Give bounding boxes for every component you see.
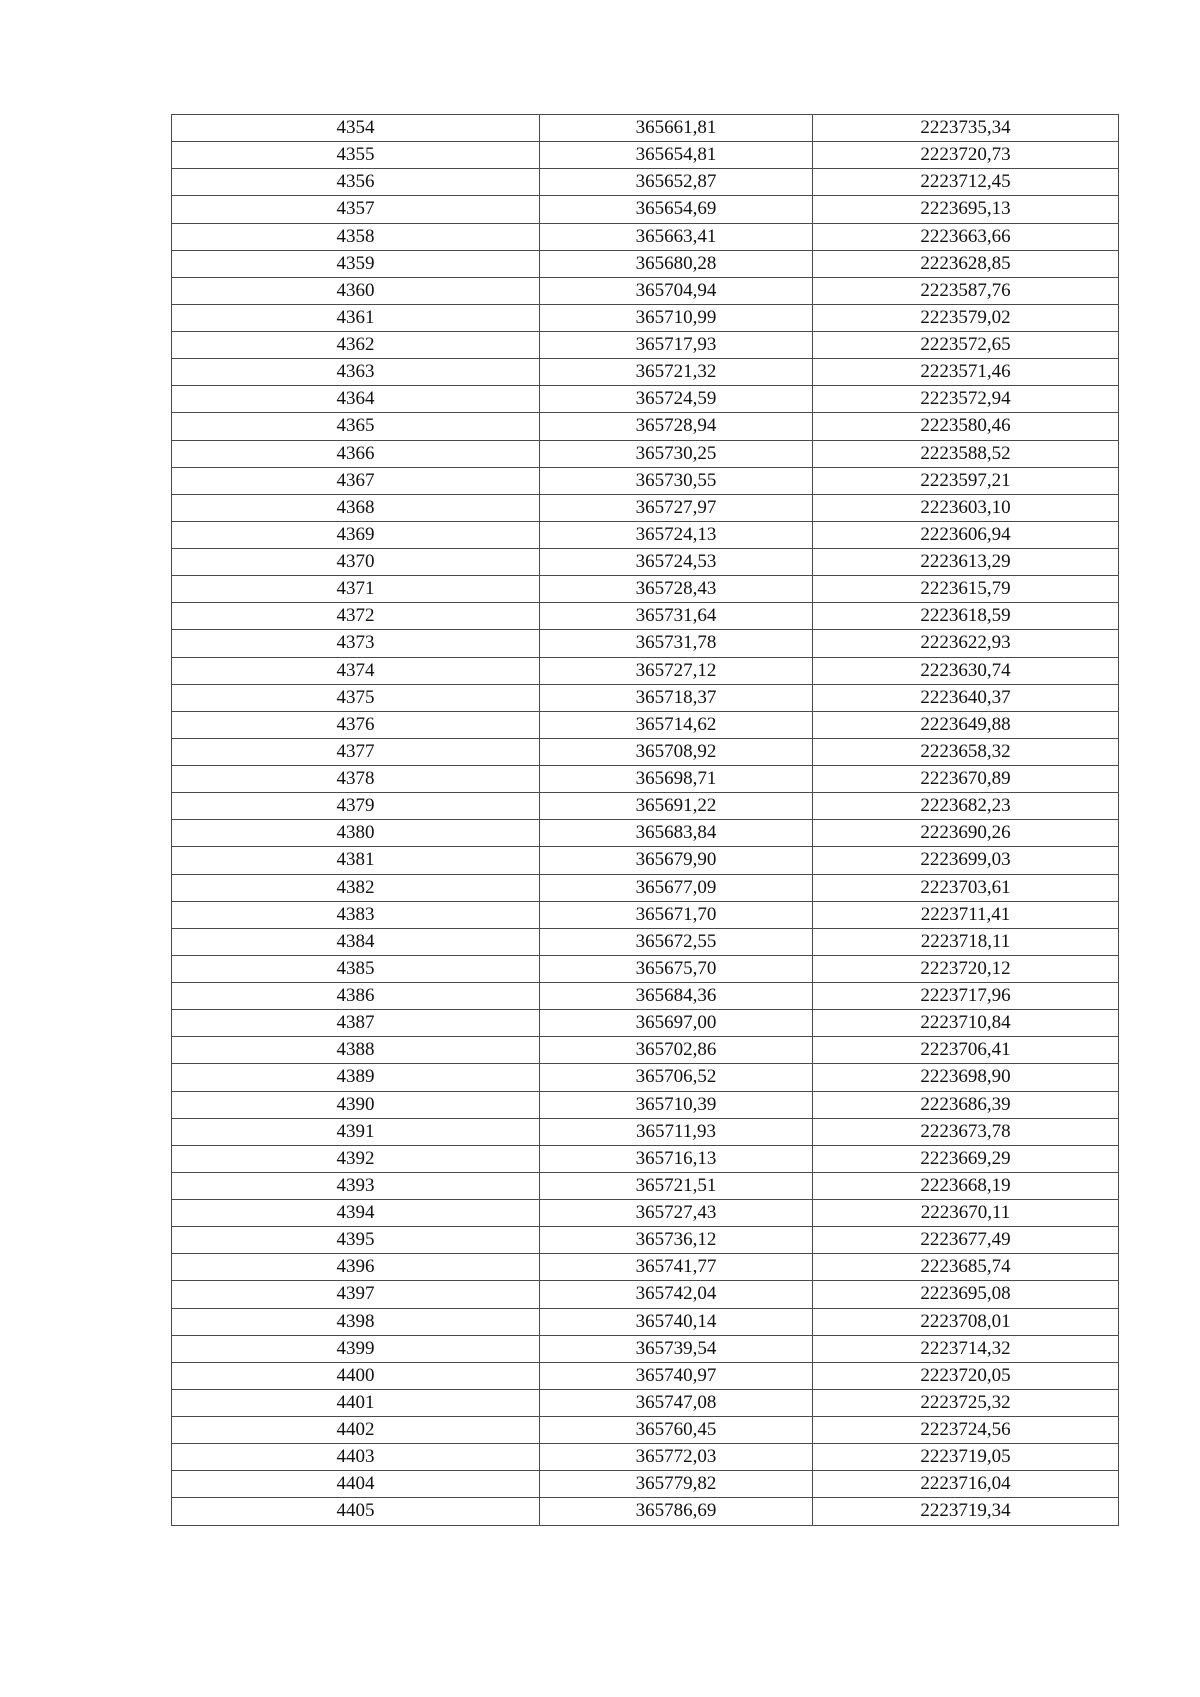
y-coordinate-cell: 2223719,05	[813, 1444, 1119, 1471]
table-row	[172, 386, 1119, 413]
point-number-cell: 4384	[172, 928, 540, 955]
point-number-cell: 4361	[172, 304, 540, 331]
point-number-cell: 4377	[172, 738, 540, 765]
y-coordinate-cell: 2223670,89	[813, 766, 1119, 793]
table-row	[172, 820, 1119, 847]
point-number-cell: 4358	[172, 223, 540, 250]
x-coordinate-cell: 365736,12	[540, 1227, 813, 1254]
point-number-cell: 4393	[172, 1172, 540, 1199]
y-coordinate-cell: 2223690,26	[813, 820, 1119, 847]
x-coordinate-cell: 365721,51	[540, 1172, 813, 1199]
y-coordinate-cell: 2223708,01	[813, 1308, 1119, 1335]
point-number-cell: 4373	[172, 630, 540, 657]
y-coordinate-cell: 2223699,03	[813, 847, 1119, 874]
y-coordinate-cell: 2223716,04	[813, 1471, 1119, 1498]
point-number-cell: 4374	[172, 657, 540, 684]
point-number-cell: 4359	[172, 250, 540, 277]
table-row	[172, 413, 1119, 440]
point-number-cell: 4354	[172, 115, 540, 142]
point-number-cell: 4378	[172, 766, 540, 793]
x-coordinate-cell: 365711,93	[540, 1118, 813, 1145]
x-coordinate-cell: 365710,99	[540, 304, 813, 331]
y-coordinate-cell: 2223658,32	[813, 738, 1119, 765]
x-coordinate-cell: 365675,70	[540, 955, 813, 982]
y-coordinate-cell: 2223719,34	[813, 1498, 1119, 1525]
x-coordinate-cell: 365728,43	[540, 576, 813, 603]
point-number-cell: 4357	[172, 196, 540, 223]
table-row	[172, 793, 1119, 820]
point-number-cell: 4355	[172, 142, 540, 169]
x-coordinate-cell: 365717,93	[540, 332, 813, 359]
y-coordinate-cell: 2223724,56	[813, 1417, 1119, 1444]
x-coordinate-cell: 365672,55	[540, 928, 813, 955]
x-coordinate-cell: 365680,28	[540, 250, 813, 277]
x-coordinate-cell: 365741,77	[540, 1254, 813, 1281]
point-number-cell: 4399	[172, 1335, 540, 1362]
table-row	[172, 169, 1119, 196]
point-number-cell: 4379	[172, 793, 540, 820]
y-coordinate-cell: 2223682,23	[813, 793, 1119, 820]
table-row	[172, 521, 1119, 548]
point-number-cell: 4398	[172, 1308, 540, 1335]
table-row	[172, 1281, 1119, 1308]
point-number-cell: 4396	[172, 1254, 540, 1281]
x-coordinate-cell: 365739,54	[540, 1335, 813, 1362]
point-number-cell: 4382	[172, 874, 540, 901]
table-row	[172, 1200, 1119, 1227]
table-row	[172, 142, 1119, 169]
y-coordinate-cell: 2223663,66	[813, 223, 1119, 250]
y-coordinate-cell: 2223710,84	[813, 1010, 1119, 1037]
x-coordinate-cell: 365724,53	[540, 549, 813, 576]
table-row	[172, 223, 1119, 250]
point-number-cell: 4383	[172, 901, 540, 928]
table-row	[172, 1145, 1119, 1172]
x-coordinate-cell: 365728,94	[540, 413, 813, 440]
x-coordinate-cell: 365698,71	[540, 766, 813, 793]
x-coordinate-cell: 365671,70	[540, 901, 813, 928]
table-row	[172, 1335, 1119, 1362]
point-number-cell: 4391	[172, 1118, 540, 1145]
table-row	[172, 1227, 1119, 1254]
table-row	[172, 494, 1119, 521]
point-number-cell: 4404	[172, 1471, 540, 1498]
point-number-cell: 4401	[172, 1389, 540, 1416]
table-row	[172, 630, 1119, 657]
y-coordinate-cell: 2223669,29	[813, 1145, 1119, 1172]
y-coordinate-cell: 2223571,46	[813, 359, 1119, 386]
table-row	[172, 332, 1119, 359]
table-row	[172, 603, 1119, 630]
point-number-cell: 4370	[172, 549, 540, 576]
y-coordinate-cell: 2223717,96	[813, 983, 1119, 1010]
x-coordinate-cell: 365652,87	[540, 169, 813, 196]
x-coordinate-cell: 365731,78	[540, 630, 813, 657]
point-number-cell: 4367	[172, 467, 540, 494]
y-coordinate-cell: 2223670,11	[813, 1200, 1119, 1227]
y-coordinate-cell: 2223640,37	[813, 684, 1119, 711]
point-number-cell: 4405	[172, 1498, 540, 1525]
x-coordinate-cell: 365721,32	[540, 359, 813, 386]
y-coordinate-cell: 2223572,94	[813, 386, 1119, 413]
x-coordinate-cell: 365697,00	[540, 1010, 813, 1037]
table-row	[172, 983, 1119, 1010]
x-coordinate-cell: 365730,55	[540, 467, 813, 494]
y-coordinate-cell: 2223580,46	[813, 413, 1119, 440]
table-row	[172, 684, 1119, 711]
table-row	[172, 738, 1119, 765]
table-row	[172, 250, 1119, 277]
table-row	[172, 196, 1119, 223]
y-coordinate-cell: 2223714,32	[813, 1335, 1119, 1362]
point-number-cell: 4403	[172, 1444, 540, 1471]
x-coordinate-cell: 365654,69	[540, 196, 813, 223]
y-coordinate-cell: 2223735,34	[813, 115, 1119, 142]
point-number-cell: 4375	[172, 684, 540, 711]
point-number-cell: 4363	[172, 359, 540, 386]
x-coordinate-cell: 365779,82	[540, 1471, 813, 1498]
y-coordinate-cell: 2223588,52	[813, 440, 1119, 467]
point-number-cell: 4381	[172, 847, 540, 874]
table-row	[172, 766, 1119, 793]
x-coordinate-cell: 365654,81	[540, 142, 813, 169]
x-coordinate-cell: 365742,04	[540, 1281, 813, 1308]
x-coordinate-cell: 365661,81	[540, 115, 813, 142]
x-coordinate-cell: 365706,52	[540, 1064, 813, 1091]
y-coordinate-cell: 2223628,85	[813, 250, 1119, 277]
x-coordinate-cell: 365679,90	[540, 847, 813, 874]
x-coordinate-cell: 365684,36	[540, 983, 813, 1010]
y-coordinate-cell: 2223711,41	[813, 901, 1119, 928]
x-coordinate-cell: 365702,86	[540, 1037, 813, 1064]
y-coordinate-cell: 2223597,21	[813, 467, 1119, 494]
point-number-cell: 4364	[172, 386, 540, 413]
table-row	[172, 847, 1119, 874]
table-row	[172, 549, 1119, 576]
table-row	[172, 1389, 1119, 1416]
x-coordinate-cell: 365724,59	[540, 386, 813, 413]
y-coordinate-cell: 2223622,93	[813, 630, 1119, 657]
coordinates-table	[171, 114, 1119, 1526]
point-number-cell: 4376	[172, 711, 540, 738]
y-coordinate-cell: 2223685,74	[813, 1254, 1119, 1281]
x-coordinate-cell: 365716,13	[540, 1145, 813, 1172]
y-coordinate-cell: 2223668,19	[813, 1172, 1119, 1199]
point-number-cell: 4365	[172, 413, 540, 440]
x-coordinate-cell: 365683,84	[540, 820, 813, 847]
y-coordinate-cell: 2223579,02	[813, 304, 1119, 331]
x-coordinate-cell: 365730,25	[540, 440, 813, 467]
point-number-cell: 4372	[172, 603, 540, 630]
table-row	[172, 657, 1119, 684]
x-coordinate-cell: 365704,94	[540, 277, 813, 304]
point-number-cell: 4360	[172, 277, 540, 304]
y-coordinate-cell: 2223718,11	[813, 928, 1119, 955]
x-coordinate-cell: 365747,08	[540, 1389, 813, 1416]
table-row	[172, 1417, 1119, 1444]
point-number-cell: 4386	[172, 983, 540, 1010]
table-row	[172, 1444, 1119, 1471]
x-coordinate-cell: 365677,09	[540, 874, 813, 901]
x-coordinate-cell: 365708,92	[540, 738, 813, 765]
table-row	[172, 1064, 1119, 1091]
point-number-cell: 4397	[172, 1281, 540, 1308]
table-row	[172, 1037, 1119, 1064]
point-number-cell: 4380	[172, 820, 540, 847]
y-coordinate-cell: 2223572,65	[813, 332, 1119, 359]
x-coordinate-cell: 365786,69	[540, 1498, 813, 1525]
table-row	[172, 1308, 1119, 1335]
table-row	[172, 711, 1119, 738]
point-number-cell: 4388	[172, 1037, 540, 1064]
y-coordinate-cell: 2223698,90	[813, 1064, 1119, 1091]
y-coordinate-cell: 2223630,74	[813, 657, 1119, 684]
table-row	[172, 359, 1119, 386]
y-coordinate-cell: 2223649,88	[813, 711, 1119, 738]
table-row	[172, 955, 1119, 982]
x-coordinate-cell: 365731,64	[540, 603, 813, 630]
point-number-cell: 4392	[172, 1145, 540, 1172]
x-coordinate-cell: 365727,12	[540, 657, 813, 684]
table-row	[172, 1118, 1119, 1145]
x-coordinate-cell: 365727,97	[540, 494, 813, 521]
y-coordinate-cell: 2223720,12	[813, 955, 1119, 982]
point-number-cell: 4366	[172, 440, 540, 467]
y-coordinate-cell: 2223606,94	[813, 521, 1119, 548]
x-coordinate-cell: 365760,45	[540, 1417, 813, 1444]
x-coordinate-cell: 365663,41	[540, 223, 813, 250]
y-coordinate-cell: 2223677,49	[813, 1227, 1119, 1254]
x-coordinate-cell: 365710,39	[540, 1091, 813, 1118]
point-number-cell: 4390	[172, 1091, 540, 1118]
table-row	[172, 928, 1119, 955]
y-coordinate-cell: 2223587,76	[813, 277, 1119, 304]
x-coordinate-cell: 365724,13	[540, 521, 813, 548]
table-row	[172, 304, 1119, 331]
y-coordinate-cell: 2223725,32	[813, 1389, 1119, 1416]
point-number-cell: 4362	[172, 332, 540, 359]
x-coordinate-cell: 365691,22	[540, 793, 813, 820]
table-row	[172, 467, 1119, 494]
coordinates-table-body	[172, 115, 1119, 1526]
point-number-cell: 4389	[172, 1064, 540, 1091]
table-row	[172, 1172, 1119, 1199]
point-number-cell: 4356	[172, 169, 540, 196]
table-row	[172, 1010, 1119, 1037]
y-coordinate-cell: 2223706,41	[813, 1037, 1119, 1064]
point-number-cell: 4395	[172, 1227, 540, 1254]
y-coordinate-cell: 2223695,13	[813, 196, 1119, 223]
table-row	[172, 874, 1119, 901]
point-number-cell: 4394	[172, 1200, 540, 1227]
table-row	[172, 277, 1119, 304]
x-coordinate-cell: 365714,62	[540, 711, 813, 738]
y-coordinate-cell: 2223615,79	[813, 576, 1119, 603]
table-row	[172, 901, 1119, 928]
y-coordinate-cell: 2223720,73	[813, 142, 1119, 169]
x-coordinate-cell: 365740,97	[540, 1362, 813, 1389]
point-number-cell: 4387	[172, 1010, 540, 1037]
table-row	[172, 115, 1119, 142]
x-coordinate-cell: 365740,14	[540, 1308, 813, 1335]
point-number-cell: 4402	[172, 1417, 540, 1444]
y-coordinate-cell: 2223603,10	[813, 494, 1119, 521]
table-row	[172, 1362, 1119, 1389]
point-number-cell: 4368	[172, 494, 540, 521]
table-row	[172, 576, 1119, 603]
point-number-cell: 4400	[172, 1362, 540, 1389]
y-coordinate-cell: 2223695,08	[813, 1281, 1119, 1308]
y-coordinate-cell: 2223673,78	[813, 1118, 1119, 1145]
y-coordinate-cell: 2223703,61	[813, 874, 1119, 901]
x-coordinate-cell: 365718,37	[540, 684, 813, 711]
y-coordinate-cell: 2223618,59	[813, 603, 1119, 630]
table-row	[172, 1498, 1119, 1525]
y-coordinate-cell: 2223720,05	[813, 1362, 1119, 1389]
table-row	[172, 1471, 1119, 1498]
table-row	[172, 1254, 1119, 1281]
y-coordinate-cell: 2223686,39	[813, 1091, 1119, 1118]
point-number-cell: 4369	[172, 521, 540, 548]
x-coordinate-cell: 365727,43	[540, 1200, 813, 1227]
table-row	[172, 1091, 1119, 1118]
y-coordinate-cell: 2223613,29	[813, 549, 1119, 576]
table-row	[172, 440, 1119, 467]
point-number-cell: 4371	[172, 576, 540, 603]
x-coordinate-cell: 365772,03	[540, 1444, 813, 1471]
point-number-cell: 4385	[172, 955, 540, 982]
y-coordinate-cell: 2223712,45	[813, 169, 1119, 196]
